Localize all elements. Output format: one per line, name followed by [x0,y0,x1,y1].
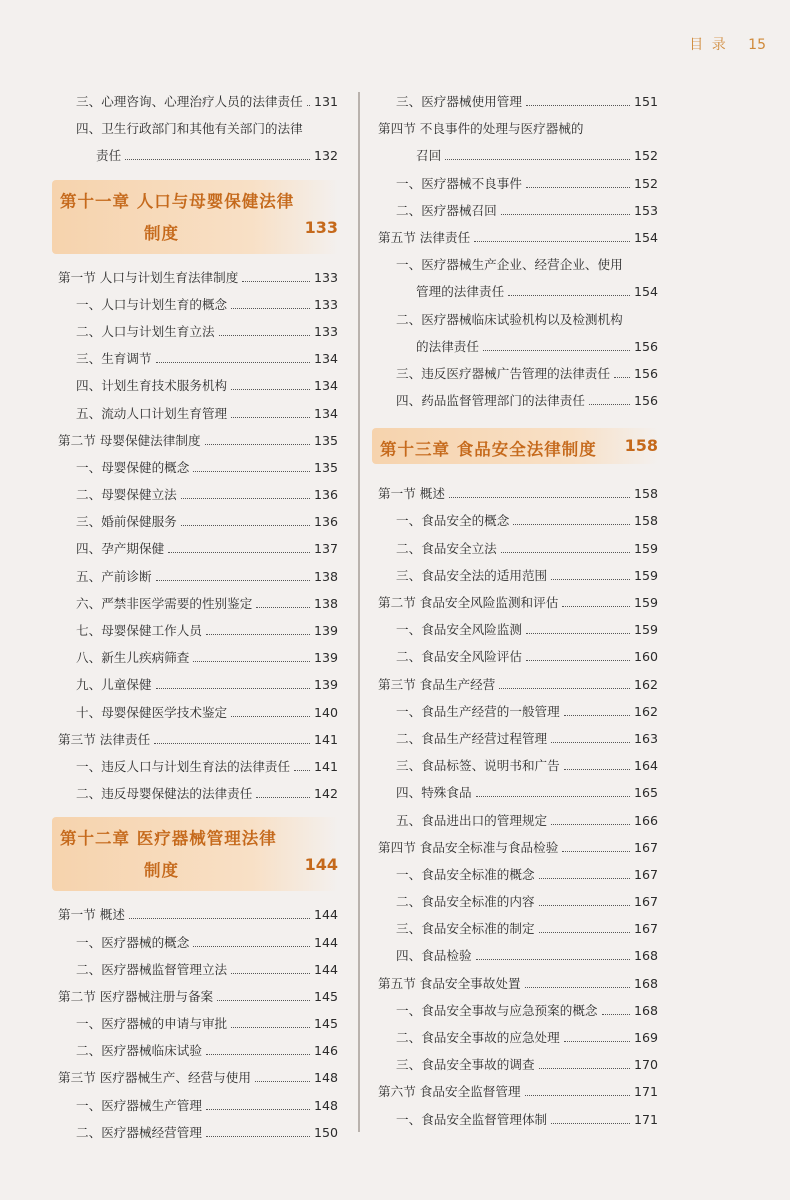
entry-page-number: 156 [633,393,658,409]
entry-page-number: 133 [313,296,338,312]
toc-entry[interactable] [58,780,338,807]
entry-title: 五、食品进出口的管理规定 [396,812,548,828]
dot-leader [564,769,630,770]
entry-page-number: 138 [313,595,338,611]
entry-title: 管理的法律责任 [416,284,505,300]
entry-page-number: 131 [313,94,338,109]
toc-entry[interactable] [378,861,658,888]
dot-leader [231,973,310,974]
dot-leader [206,1054,310,1055]
entry-title: 三、婚前保健服务 [76,514,177,530]
toc-entry[interactable] [58,1092,338,1119]
entry-page-number: 158 [633,513,658,529]
entry-page-number: 151 [633,94,658,109]
entry-page-number: 139 [313,650,338,666]
toc-entry-continuation[interactable] [378,278,658,305]
toc-section-entry[interactable] [58,983,338,1010]
entry-page-number: 134 [313,378,338,394]
chapter-page: 158 [624,436,658,456]
entry-title: 责任 [96,148,122,164]
dot-leader [168,552,310,553]
entry-title: 一、医疗器械的概念 [76,934,190,950]
toc-section-entry[interactable] [378,480,658,507]
entry-title: 五、流动人口计划生育管理 [76,405,228,421]
dot-leader [294,770,310,771]
entry-title: 六、严禁非医学需要的性别鉴定 [76,595,253,611]
entry-page-number: 163 [633,730,658,746]
entry-title: 二、母婴保健立法 [76,487,177,503]
entry-page-number: 144 [313,961,338,977]
entry-page-number: 159 [633,540,658,556]
toc-entry[interactable] [378,507,658,534]
toc-entry[interactable] [58,345,338,372]
entry-page-number: 167 [633,839,658,855]
toc-entry[interactable] [378,725,658,752]
entry-page-number: 159 [633,595,658,610]
entry-title: 二、人口与计划生育立法 [76,323,215,339]
entry-title: 第一节 概述 [378,486,445,502]
entry-title: 四、孕产期保健 [76,541,165,557]
toc-entry[interactable] [58,88,338,115]
entry-title: 三、食品标签、说明书和广告 [396,758,560,774]
toc-entry[interactable] [58,929,338,956]
dot-leader [217,1000,310,1001]
toc-entry[interactable] [58,508,338,535]
toc-entry[interactable] [378,387,658,414]
entry-page-number: 167 [633,921,658,937]
entry-page-number: 145 [313,988,338,1004]
dot-leader [181,525,310,526]
toc-entry[interactable] [378,1024,658,1051]
entry-title: 四、特殊食品 [396,785,472,801]
toc-entry[interactable] [378,888,658,915]
entry-title: 一、食品安全监督管理体制 [396,1111,548,1127]
entry-title: 四、食品检验 [396,948,472,964]
entry-page-number: 139 [313,677,338,693]
dot-leader [589,404,630,405]
entry-title: 一、食品安全风险监测 [396,622,522,638]
dot-leader [219,335,310,336]
dot-leader [445,159,630,160]
dot-leader [551,824,630,825]
toc-section-entry[interactable] [378,589,658,616]
dot-leader [525,1095,630,1096]
dot-leader [205,444,310,445]
toc-entry[interactable] [58,318,338,345]
toc-entry[interactable] [58,956,338,983]
dot-leader [526,633,630,634]
dot-leader [562,851,630,852]
toc-right-column [378,88,658,1133]
entry-title: 第二节 母婴保健法律制度 [58,432,201,448]
toc-group [378,480,658,1133]
chapter-title: 第十三章 食品安全法律制度 [380,440,597,460]
dot-leader [449,497,630,498]
entry-page-number: 162 [633,703,658,719]
dot-leader [156,362,310,363]
entry-title: 第四节 不良事件的处理与医疗器械的 [378,121,584,137]
dot-leader [501,552,630,553]
entry-title: 第三节 法律责任 [58,731,151,747]
toc-section-entry[interactable] [378,970,658,997]
dot-leader [562,606,630,607]
entry-page-number: 170 [633,1057,658,1073]
toc-entry[interactable] [378,562,658,589]
toc-entry[interactable] [378,1051,658,1078]
entry-title: 二、食品安全风险评估 [396,649,522,665]
chapter-title-continued: 制度 [144,223,179,243]
entry-title: 一、医疗器械不良事件 [396,175,522,191]
entry-title: 三、生育调节 [76,351,152,367]
toc-entry[interactable] [378,88,658,115]
column-divider [358,92,360,1132]
toc-section-entry[interactable] [58,726,338,753]
entry-page-number: 146 [313,1043,338,1059]
entry-title: 八、新生儿疾病筛查 [76,650,190,666]
dot-leader [539,878,630,879]
entry-page-number: 165 [633,785,658,801]
toc-section-entry[interactable] [378,834,658,861]
entry-title: 第四节 食品安全标准与食品检验 [378,839,559,855]
entry-page-number: 141 [313,758,338,774]
entry-page-number: 137 [313,541,338,557]
dot-leader [156,580,310,581]
header-title: 目 录 [689,37,728,53]
dot-leader [539,905,630,906]
toc-entry[interactable] [58,481,338,508]
dot-leader [513,524,630,525]
entry-title: 九、儿童保健 [76,677,152,693]
toc-entry[interactable] [58,535,338,562]
toc-entry[interactable] [378,251,658,278]
toc-entry[interactable] [378,197,658,224]
dot-leader [193,471,310,472]
entry-page-number: 134 [313,405,338,421]
toc-entry[interactable] [378,1106,658,1133]
toc-entry[interactable] [378,942,658,969]
page-number: 15 [748,37,766,53]
dot-leader [181,498,310,499]
dot-leader [525,987,630,988]
entry-title: 四、计划生育技术服务机构 [76,378,228,394]
entry-page-number: 145 [313,1016,338,1032]
toc-entry[interactable] [378,535,658,562]
dot-leader [206,1136,310,1137]
entry-title: 第五节 食品安全事故处置 [378,975,521,991]
entry-page-number: 167 [633,894,658,910]
entry-title: 二、医疗器械监督管理立法 [76,961,228,977]
dot-leader [526,105,630,106]
entry-page-number: 169 [633,1030,658,1045]
toc-entry[interactable] [58,372,338,399]
dot-leader [564,1041,630,1042]
entry-title: 第五节 法律责任 [378,229,471,245]
dot-leader [476,796,630,797]
dot-leader [307,105,310,106]
entry-title: 二、食品安全事故的应急处理 [396,1030,560,1045]
entry-page-number: 167 [633,866,658,882]
chapter-title: 第十二章 医疗器械管理法律 [60,829,277,849]
toc-entry[interactable] [58,1119,338,1146]
entry-page-number: 132 [313,148,338,164]
entry-title: 第三节 医疗器械生产、经营与使用 [58,1070,251,1086]
toc-entry[interactable] [58,590,338,617]
chapter-heading[interactable] [52,817,338,891]
entry-title: 三、医疗器械使用管理 [396,94,522,109]
dot-leader [231,417,310,418]
toc-entry[interactable] [58,671,338,698]
chapter-title: 第十一章 人口与母婴保健法律 [60,191,295,211]
entry-title: 二、违反母婴保健法的法律责任 [76,786,253,802]
dot-leader [483,350,630,351]
toc-section-entry[interactable] [378,671,658,698]
dot-leader [614,377,630,378]
toc-entry[interactable] [58,454,338,481]
toc-entry[interactable] [378,752,658,779]
entry-title: 一、母婴保健的概念 [76,459,190,475]
toc-entry-continuation[interactable] [378,333,658,360]
dot-leader [551,579,630,580]
toc-entry[interactable] [378,170,658,197]
toc-entry[interactable] [58,699,338,726]
toc-entry[interactable] [58,563,338,590]
dot-leader [501,214,630,215]
toc-entry[interactable] [378,997,658,1024]
chapter-page: 133 [304,217,338,237]
toc-group [58,264,338,808]
toc-entry[interactable] [378,360,658,387]
toc-group [58,88,338,170]
chapter-page: 144 [304,855,338,875]
entry-title: 二、医疗器械经营管理 [76,1124,202,1140]
entry-page-number: 148 [313,1097,338,1113]
dot-leader [256,607,310,608]
entry-page-number: 168 [633,975,658,991]
entry-title: 三、食品安全标准的制定 [396,921,535,937]
toc-section-entry[interactable] [378,115,658,142]
toc-entry[interactable] [58,617,338,644]
entry-title: 三、食品安全法的适用范围 [396,567,548,583]
entry-page-number: 153 [633,202,658,218]
entry-title: 一、违反人口与计划生育法的法律责任 [76,758,291,774]
entry-page-number: 142 [313,786,338,802]
toc-entry[interactable] [58,1010,338,1037]
entry-page-number: 136 [313,487,338,503]
entry-page-number: 154 [633,229,658,245]
dot-leader [564,715,630,716]
chapter-heading[interactable] [52,180,338,254]
dot-leader [242,281,310,282]
entry-title: 一、食品安全事故与应急预案的概念 [396,1002,598,1018]
toc-entry[interactable] [378,915,658,942]
dot-leader [154,743,310,744]
toc-entry[interactable] [378,807,658,834]
dot-leader [539,932,630,933]
entry-page-number: 162 [633,676,658,692]
dot-leader [551,742,630,743]
entry-title: 的法律责任 [416,338,479,354]
toc-entry[interactable] [58,753,338,780]
entry-title: 召回 [416,148,442,164]
dot-leader [206,634,310,635]
toc-section-entry[interactable] [58,901,338,928]
dot-leader [206,1109,310,1110]
dot-leader [156,688,310,689]
dot-leader [526,660,630,661]
entry-page-number: 154 [633,284,658,300]
entry-page-number: 160 [633,649,658,665]
entry-title: 二、医疗器械召回 [396,202,497,218]
entry-title: 三、违反医疗器械广告管理的法律责任 [396,365,611,381]
entry-page-number: 159 [633,567,658,583]
toc-section-entry[interactable] [378,224,658,251]
toc-entry[interactable] [378,779,658,806]
entry-page-number: 139 [313,623,338,638]
entry-page-number: 158 [633,486,658,502]
entry-title: 二、食品安全立法 [396,540,497,556]
entry-title: 第三节 食品生产经营 [378,676,496,692]
toc-entry-continuation[interactable] [378,142,658,169]
entry-title: 第二节 医疗器械注册与备案 [58,988,214,1004]
running-header [689,34,766,54]
toc-section-entry[interactable] [58,1064,338,1091]
toc-entry-continuation[interactable] [58,142,338,169]
entry-page-number: 171 [633,1084,658,1100]
entry-page-number: 159 [633,622,658,638]
entry-page-number: 140 [313,704,338,720]
dot-leader [499,688,630,689]
entry-title: 第一节 概述 [58,907,125,923]
entry-page-number: 156 [633,365,658,381]
dot-leader [539,1068,630,1069]
entry-page-number: 164 [633,758,658,774]
toc-entry[interactable] [58,1037,338,1064]
dot-leader [231,308,310,309]
dot-leader [125,159,310,160]
entry-title: 一、食品生产经营的一般管理 [396,703,560,719]
toc-entry[interactable] [378,616,658,643]
dot-leader [231,389,310,390]
entry-title: 四、卫生行政部门和其他有关部门的法律 [76,121,303,137]
toc-section-entry[interactable] [58,264,338,291]
entry-page-number: 134 [313,351,338,367]
entry-title: 一、医疗器械的申请与审批 [76,1016,228,1032]
toc-entry[interactable] [58,644,338,671]
entry-page-number: 152 [633,148,658,164]
dot-leader [526,187,630,188]
entry-title: 第一节 人口与计划生育法律制度 [58,269,239,285]
entry-page-number: 133 [313,323,338,339]
entry-page-number: 138 [313,568,338,584]
dot-leader [474,241,630,242]
chapter-title-continued: 制度 [144,861,179,881]
entry-page-number: 136 [313,514,338,530]
dot-leader [508,295,630,296]
dot-leader [256,797,310,798]
toc-left-column [58,88,338,1146]
entry-title: 一、医疗器械生产管理 [76,1097,202,1113]
entry-title: 一、人口与计划生育的概念 [76,296,228,312]
entry-page-number: 148 [313,1070,338,1086]
entry-page-number: 150 [313,1124,338,1140]
dot-leader [476,959,630,960]
entry-page-number: 144 [313,934,338,950]
dot-leader [231,1027,310,1028]
entry-page-number: 135 [313,459,338,475]
entry-title: 一、食品安全的概念 [396,513,510,529]
toc-group [58,901,338,1146]
toc-entry[interactable] [58,291,338,318]
toc-entry[interactable] [378,643,658,670]
entry-title: 一、医疗器械生产企业、经营企业、使用 [396,257,623,273]
dot-leader [193,946,310,947]
dot-leader [255,1081,310,1082]
entry-title: 二、医疗器械临床试验 [76,1043,202,1059]
dot-leader [551,1123,630,1124]
entry-title: 五、产前诊断 [76,568,152,584]
entry-page-number: 156 [633,338,658,354]
entry-title: 第二节 食品安全风险监测和评估 [378,595,559,610]
toc-entry[interactable] [378,698,658,725]
toc-group [378,88,658,414]
entry-page-number: 141 [313,731,338,747]
chapter-heading[interactable] [372,428,658,464]
entry-page-number: 152 [633,175,658,191]
entry-title: 二、食品安全标准的内容 [396,894,535,910]
entry-title: 第六节 食品安全监督管理 [378,1084,521,1100]
entry-title: 二、食品生产经营过程管理 [396,730,548,746]
dot-leader [193,661,310,662]
entry-page-number: 168 [633,948,658,964]
entry-title: 二、医疗器械临床试验机构以及检测机构 [396,311,623,327]
dot-leader [129,918,310,919]
entry-page-number: 171 [633,1111,658,1127]
entry-page-number: 144 [313,907,338,923]
entry-title: 四、药品监督管理部门的法律责任 [396,393,585,409]
entry-title: 十、母婴保健医学技术鉴定 [76,704,228,720]
toc-section-entry[interactable] [58,427,338,454]
dot-leader [231,716,310,717]
toc-section-entry[interactable] [378,1078,658,1105]
entry-title: 三、心理咨询、心理治疗人员的法律责任 [76,94,303,109]
entry-title: 三、食品安全事故的调查 [396,1057,535,1073]
toc-entry[interactable] [378,306,658,333]
entry-page-number: 168 [633,1002,658,1018]
entry-page-number: 135 [313,432,338,448]
entry-page-number: 133 [313,269,338,285]
toc-entry[interactable] [58,115,338,142]
dot-leader [602,1014,630,1015]
entry-title: 一、食品安全标准的概念 [396,866,535,882]
toc-entry[interactable] [58,400,338,427]
entry-title: 七、母婴保健工作人员 [76,623,202,638]
entry-page-number: 166 [633,812,658,828]
